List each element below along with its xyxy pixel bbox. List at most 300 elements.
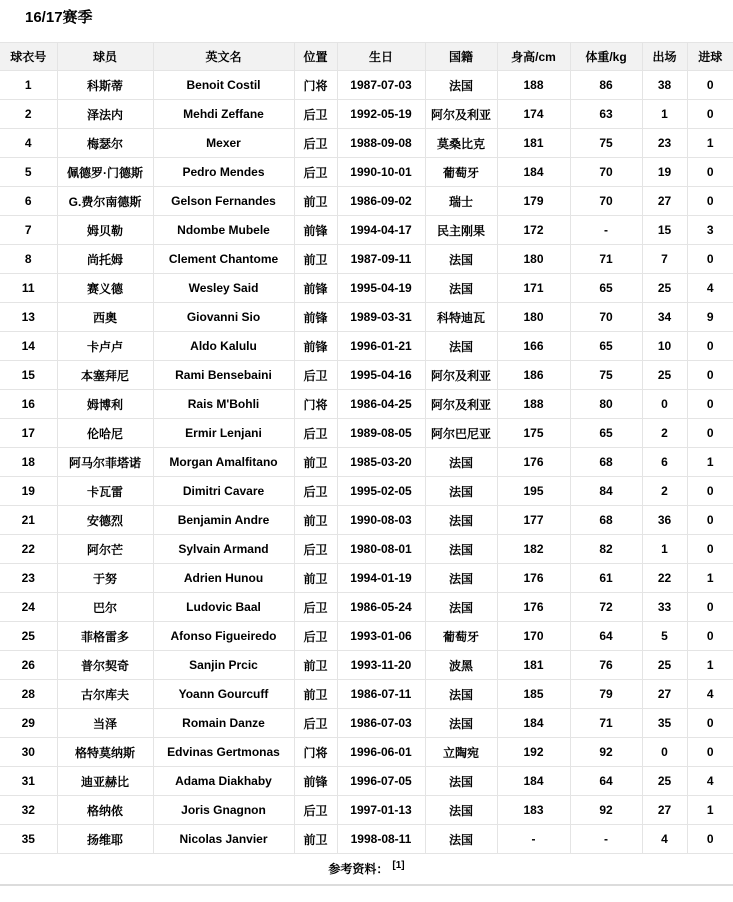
table-cell: Rais M'Bohli xyxy=(153,390,294,419)
table-cell: 2 xyxy=(642,477,687,506)
table-cell: Ndombe Mubele xyxy=(153,216,294,245)
table-cell: 0 xyxy=(687,506,733,535)
table-cell: 后卫 xyxy=(294,129,337,158)
table-cell: 姆贝勒 xyxy=(57,216,153,245)
table-cell: - xyxy=(570,216,642,245)
table-cell: Morgan Amalfitano xyxy=(153,448,294,477)
table-cell: 28 xyxy=(0,680,57,709)
table-cell: 1996-06-01 xyxy=(337,738,425,767)
reference-cell xyxy=(0,854,733,885)
table-cell: 0 xyxy=(687,332,733,361)
table-cell: 1 xyxy=(687,129,733,158)
table-cell: 65 xyxy=(570,332,642,361)
table-cell: 民主刚果 xyxy=(425,216,497,245)
table-row xyxy=(0,738,733,767)
table-cell: 34 xyxy=(642,303,687,332)
table-cell: 170 xyxy=(497,622,570,651)
table-cell: Edvinas Gertmonas xyxy=(153,738,294,767)
reference-label: 参考资料： xyxy=(328,862,389,877)
table-cell: 17 xyxy=(0,419,57,448)
table-cell: 0 xyxy=(687,100,733,129)
table-cell: 1 xyxy=(687,564,733,593)
table-cell: 法国 xyxy=(425,71,497,100)
table-cell: Ludovic Baal xyxy=(153,593,294,622)
table-cell: 1994-01-19 xyxy=(337,564,425,593)
table-cell: 梅瑟尔 xyxy=(57,129,153,158)
table-cell: 176 xyxy=(497,564,570,593)
table-cell: 19 xyxy=(642,158,687,187)
table-cell: 0 xyxy=(687,709,733,738)
table-cell: 0 xyxy=(687,593,733,622)
table-row xyxy=(0,709,733,738)
table-cell: 当泽 xyxy=(57,709,153,738)
table-cell: Pedro Mendes xyxy=(153,158,294,187)
table-cell: 法国 xyxy=(425,332,497,361)
table-cell: 70 xyxy=(570,187,642,216)
table-cell: 3 xyxy=(687,216,733,245)
table-cell: 181 xyxy=(497,651,570,680)
table-cell: 后卫 xyxy=(294,622,337,651)
table-cell: 前卫 xyxy=(294,651,337,680)
table-cell: 0 xyxy=(687,622,733,651)
table-cell: 前锋 xyxy=(294,303,337,332)
table-cell: 后卫 xyxy=(294,419,337,448)
table-cell: 70 xyxy=(570,303,642,332)
table-cell: 35 xyxy=(642,709,687,738)
table-cell: 181 xyxy=(497,129,570,158)
table-cell: 伦哈尼 xyxy=(57,419,153,448)
table-cell: 2 xyxy=(642,419,687,448)
table-cell: 赛义德 xyxy=(57,274,153,303)
table-cell: 前锋 xyxy=(294,274,337,303)
table-cell: 波黑 xyxy=(425,651,497,680)
table-cell: 古尔库夫 xyxy=(57,680,153,709)
table-cell: 前卫 xyxy=(294,187,337,216)
table-cell: Rami Bensebaini xyxy=(153,361,294,390)
table-cell: 23 xyxy=(0,564,57,593)
table-cell: 35 xyxy=(0,825,57,854)
table-cell: Adrien Hunou xyxy=(153,564,294,593)
table-cell: 92 xyxy=(570,738,642,767)
table-cell: 法国 xyxy=(425,506,497,535)
table-row xyxy=(0,158,733,187)
table-cell: 1985-03-20 xyxy=(337,448,425,477)
table-cell: 1 xyxy=(642,535,687,564)
table-cell: 阿尔巴尼亚 xyxy=(425,419,497,448)
table-cell: 卡卢卢 xyxy=(57,332,153,361)
table-cell: 1 xyxy=(687,651,733,680)
table-cell: 174 xyxy=(497,100,570,129)
table-cell: 后卫 xyxy=(294,361,337,390)
table-cell: 1996-01-21 xyxy=(337,332,425,361)
table-cell: 32 xyxy=(0,796,57,825)
table-row xyxy=(0,71,733,100)
table-cell: 195 xyxy=(497,477,570,506)
table-cell: 1993-01-06 xyxy=(337,622,425,651)
table-cell: 0 xyxy=(687,477,733,506)
table-row xyxy=(0,216,733,245)
table-cell: 1986-07-03 xyxy=(337,709,425,738)
column-header: 位置 xyxy=(294,43,337,71)
table-row xyxy=(0,332,733,361)
table-cell: 0 xyxy=(642,738,687,767)
table-cell: 65 xyxy=(570,274,642,303)
table-cell: 立陶宛 xyxy=(425,738,497,767)
table-cell: 4 xyxy=(687,274,733,303)
table-cell: Mehdi Zeffane xyxy=(153,100,294,129)
table-cell: Gelson Fernandes xyxy=(153,187,294,216)
table-row xyxy=(0,506,733,535)
table-cell: 1995-04-19 xyxy=(337,274,425,303)
roster-table xyxy=(0,42,733,886)
table-cell: Sylvain Armand xyxy=(153,535,294,564)
table-cell: 13 xyxy=(0,303,57,332)
table-cell: G.费尔南德斯 xyxy=(57,187,153,216)
table-cell: 0 xyxy=(642,390,687,419)
table-cell: Adama Diakhaby xyxy=(153,767,294,796)
table-cell: 泽法内 xyxy=(57,100,153,129)
column-header: 出场 xyxy=(642,43,687,71)
table-row xyxy=(0,477,733,506)
table-cell: 184 xyxy=(497,158,570,187)
table-cell: Nicolas Janvier xyxy=(153,825,294,854)
table-cell: 1 xyxy=(687,448,733,477)
table-cell: Joris Gnagnon xyxy=(153,796,294,825)
table-cell: 1988-09-08 xyxy=(337,129,425,158)
table-cell: 25 xyxy=(0,622,57,651)
table-cell: 1989-08-05 xyxy=(337,419,425,448)
table-cell: 180 xyxy=(497,245,570,274)
table-cell: 1 xyxy=(687,796,733,825)
table-cell: 192 xyxy=(497,738,570,767)
table-cell: 9 xyxy=(687,303,733,332)
table-cell: 葡萄牙 xyxy=(425,622,497,651)
table-cell: 后卫 xyxy=(294,709,337,738)
table-cell: 30 xyxy=(0,738,57,767)
table-cell: Giovanni Sio xyxy=(153,303,294,332)
table-header-row xyxy=(0,43,733,71)
table-cell: 0 xyxy=(687,419,733,448)
table-cell: 7 xyxy=(0,216,57,245)
table-cell: 82 xyxy=(570,535,642,564)
bottom-whitespace xyxy=(0,886,733,902)
table-cell: 前卫 xyxy=(294,564,337,593)
table-cell: 1992-05-19 xyxy=(337,100,425,129)
table-cell: 15 xyxy=(0,361,57,390)
table-cell: 阿尔及利亚 xyxy=(425,100,497,129)
table-cell: 63 xyxy=(570,100,642,129)
table-cell: 25 xyxy=(642,767,687,796)
table-cell: 64 xyxy=(570,622,642,651)
table-cell: 后卫 xyxy=(294,593,337,622)
table-cell: 1 xyxy=(642,100,687,129)
table-row xyxy=(0,796,733,825)
table-cell: 法国 xyxy=(425,709,497,738)
table-cell: 177 xyxy=(497,506,570,535)
table-cell: 1986-05-24 xyxy=(337,593,425,622)
section-header xyxy=(0,0,733,42)
table-cell: 183 xyxy=(497,796,570,825)
table-cell: 后卫 xyxy=(294,477,337,506)
table-cell: 27 xyxy=(642,796,687,825)
table-cell: Benoit Costil xyxy=(153,71,294,100)
table-cell: 22 xyxy=(642,564,687,593)
table-cell: 0 xyxy=(687,361,733,390)
table-cell: 71 xyxy=(570,709,642,738)
table-cell: 184 xyxy=(497,709,570,738)
table-cell: 格特莫纳斯 xyxy=(57,738,153,767)
table-cell: 瑞士 xyxy=(425,187,497,216)
table-cell: 莫桑比克 xyxy=(425,129,497,158)
table-cell: 186 xyxy=(497,361,570,390)
table-cell: 72 xyxy=(570,593,642,622)
table-cell: Wesley Said xyxy=(153,274,294,303)
table-cell: 19 xyxy=(0,477,57,506)
table-cell: 阿尔及利亚 xyxy=(425,361,497,390)
table-cell: 1996-07-05 xyxy=(337,767,425,796)
table-row xyxy=(0,448,733,477)
table-cell: 法国 xyxy=(425,680,497,709)
table-cell: 法国 xyxy=(425,593,497,622)
table-row xyxy=(0,361,733,390)
table-cell: 前锋 xyxy=(294,216,337,245)
table-cell: 76 xyxy=(570,651,642,680)
table-cell: 前卫 xyxy=(294,680,337,709)
table-cell: 27 xyxy=(642,680,687,709)
table-cell: 1986-04-25 xyxy=(337,390,425,419)
table-cell: 0 xyxy=(687,71,733,100)
table-cell: 阿尔芒 xyxy=(57,535,153,564)
table-cell: 普尔契奇 xyxy=(57,651,153,680)
table-cell: 172 xyxy=(497,216,570,245)
table-cell: 后卫 xyxy=(294,100,337,129)
table-cell: 科特迪瓦 xyxy=(425,303,497,332)
table-cell: 36 xyxy=(642,506,687,535)
table-cell: 迪亚赫比 xyxy=(57,767,153,796)
table-cell: 10 xyxy=(642,332,687,361)
table-row xyxy=(0,651,733,680)
table-cell: 1995-04-16 xyxy=(337,361,425,390)
table-cell: 182 xyxy=(497,535,570,564)
table-cell: - xyxy=(497,825,570,854)
table-cell: 4 xyxy=(642,825,687,854)
table-cell: 西奥 xyxy=(57,303,153,332)
table-cell: 1980-08-01 xyxy=(337,535,425,564)
table-cell: 卡瓦雷 xyxy=(57,477,153,506)
table-row xyxy=(0,129,733,158)
table-row xyxy=(0,593,733,622)
table-cell: 法国 xyxy=(425,796,497,825)
table-row xyxy=(0,390,733,419)
table-cell: 后卫 xyxy=(294,158,337,187)
table-cell: 1986-09-02 xyxy=(337,187,425,216)
table-cell: 175 xyxy=(497,419,570,448)
table-cell: Clement Chantome xyxy=(153,245,294,274)
table-cell: 64 xyxy=(570,767,642,796)
table-cell: 1987-09-11 xyxy=(337,245,425,274)
table-row xyxy=(0,680,733,709)
table-row xyxy=(0,100,733,129)
column-header: 球衣号 xyxy=(0,43,57,71)
table-cell: 21 xyxy=(0,506,57,535)
table-cell: 70 xyxy=(570,158,642,187)
reference-row xyxy=(0,854,733,885)
table-cell: Sanjin Prcic xyxy=(153,651,294,680)
table-cell: 前卫 xyxy=(294,825,337,854)
column-header: 英文名 xyxy=(153,43,294,71)
table-cell: 后卫 xyxy=(294,535,337,564)
table-cell: 29 xyxy=(0,709,57,738)
table-cell: 1998-08-11 xyxy=(337,825,425,854)
table-cell: 15 xyxy=(642,216,687,245)
table-cell: 75 xyxy=(570,361,642,390)
table-row xyxy=(0,187,733,216)
table-row xyxy=(0,419,733,448)
table-cell: 科斯蒂 xyxy=(57,71,153,100)
table-cell: 22 xyxy=(0,535,57,564)
table-cell: 26 xyxy=(0,651,57,680)
table-cell: 1990-08-03 xyxy=(337,506,425,535)
table-cell: 1 xyxy=(0,71,57,100)
table-cell: 门将 xyxy=(294,71,337,100)
table-row xyxy=(0,825,733,854)
table-cell: 11 xyxy=(0,274,57,303)
table-cell: 179 xyxy=(497,187,570,216)
table-cell: 84 xyxy=(570,477,642,506)
table-cell: 0 xyxy=(687,535,733,564)
table-cell: 14 xyxy=(0,332,57,361)
table-cell: 1989-03-31 xyxy=(337,303,425,332)
table-cell: 18 xyxy=(0,448,57,477)
table-cell: 4 xyxy=(687,680,733,709)
column-header: 生日 xyxy=(337,43,425,71)
table-cell: 61 xyxy=(570,564,642,593)
table-cell: 65 xyxy=(570,419,642,448)
table-cell: Romain Danze xyxy=(153,709,294,738)
table-cell: Dimitri Cavare xyxy=(153,477,294,506)
table-cell: 4 xyxy=(0,129,57,158)
table-cell: 法国 xyxy=(425,448,497,477)
table-cell: Mexer xyxy=(153,129,294,158)
table-cell: 法国 xyxy=(425,245,497,274)
table-cell: 门将 xyxy=(294,738,337,767)
table-cell: 25 xyxy=(642,651,687,680)
table-cell: 前卫 xyxy=(294,448,337,477)
table-cell: 92 xyxy=(570,796,642,825)
table-cell: Ermir Lenjani xyxy=(153,419,294,448)
table-cell: 38 xyxy=(642,71,687,100)
table-cell: 0 xyxy=(687,390,733,419)
table-cell: 188 xyxy=(497,71,570,100)
column-header: 球员 xyxy=(57,43,153,71)
column-header: 身高/cm xyxy=(497,43,570,71)
table-cell: 31 xyxy=(0,767,57,796)
table-cell: 188 xyxy=(497,390,570,419)
table-cell: 6 xyxy=(0,187,57,216)
table-cell: 23 xyxy=(642,129,687,158)
table-row xyxy=(0,767,733,796)
table-cell: 86 xyxy=(570,71,642,100)
reference-link[interactable]: [1] xyxy=(392,860,405,872)
table-cell: 80 xyxy=(570,390,642,419)
table-cell: 33 xyxy=(642,593,687,622)
table-cell: 1987-07-03 xyxy=(337,71,425,100)
table-cell: 尚托姆 xyxy=(57,245,153,274)
table-cell: 171 xyxy=(497,274,570,303)
table-cell: 法国 xyxy=(425,535,497,564)
table-cell: 1993-11-20 xyxy=(337,651,425,680)
table-cell: 法国 xyxy=(425,825,497,854)
table-cell: 安德烈 xyxy=(57,506,153,535)
table-cell: Benjamin Andre xyxy=(153,506,294,535)
table-cell: 菲格雷多 xyxy=(57,622,153,651)
table-cell: 68 xyxy=(570,448,642,477)
table-cell: 法国 xyxy=(425,274,497,303)
table-cell: 25 xyxy=(642,274,687,303)
table-cell: 68 xyxy=(570,506,642,535)
table-cell: 门将 xyxy=(294,390,337,419)
table-row xyxy=(0,303,733,332)
table-cell: 7 xyxy=(642,245,687,274)
table-cell: 巴尔 xyxy=(57,593,153,622)
table-cell: 佩德罗·门德斯 xyxy=(57,158,153,187)
table-cell: 16 xyxy=(0,390,57,419)
table-cell: Yoann Gourcuff xyxy=(153,680,294,709)
table-cell: 185 xyxy=(497,680,570,709)
table-cell: 27 xyxy=(642,187,687,216)
table-cell: 1997-01-13 xyxy=(337,796,425,825)
table-cell: 0 xyxy=(687,187,733,216)
table-cell: 79 xyxy=(570,680,642,709)
table-cell: 71 xyxy=(570,245,642,274)
table-cell: 前卫 xyxy=(294,506,337,535)
table-cell: 0 xyxy=(687,738,733,767)
table-cell: 6 xyxy=(642,448,687,477)
table-cell: 166 xyxy=(497,332,570,361)
table-cell: 法国 xyxy=(425,477,497,506)
table-cell: 后卫 xyxy=(294,796,337,825)
column-header: 体重/kg xyxy=(570,43,642,71)
table-cell: 格纳侬 xyxy=(57,796,153,825)
table-cell: 法国 xyxy=(425,767,497,796)
table-cell: 本塞拜尼 xyxy=(57,361,153,390)
table-cell: 0 xyxy=(687,245,733,274)
table-cell: 前锋 xyxy=(294,332,337,361)
table-cell: 2 xyxy=(0,100,57,129)
table-cell: 于努 xyxy=(57,564,153,593)
table-cell: 1986-07-11 xyxy=(337,680,425,709)
table-row xyxy=(0,564,733,593)
table-cell: 1995-02-05 xyxy=(337,477,425,506)
table-cell: Afonso Figueiredo xyxy=(153,622,294,651)
table-cell: 1994-04-17 xyxy=(337,216,425,245)
table-cell: 24 xyxy=(0,593,57,622)
table-cell: 176 xyxy=(497,593,570,622)
table-cell: 4 xyxy=(687,767,733,796)
table-row xyxy=(0,535,733,564)
table-cell: 0 xyxy=(687,825,733,854)
table-cell: 阿尔及利亚 xyxy=(425,390,497,419)
table-cell: 阿马尔菲塔诺 xyxy=(57,448,153,477)
table-cell: 180 xyxy=(497,303,570,332)
table-cell: 5 xyxy=(0,158,57,187)
table-cell: 前锋 xyxy=(294,767,337,796)
table-cell: 0 xyxy=(687,158,733,187)
table-row xyxy=(0,245,733,274)
table-cell: 1990-10-01 xyxy=(337,158,425,187)
table-cell: 8 xyxy=(0,245,57,274)
table-cell: Aldo Kalulu xyxy=(153,332,294,361)
